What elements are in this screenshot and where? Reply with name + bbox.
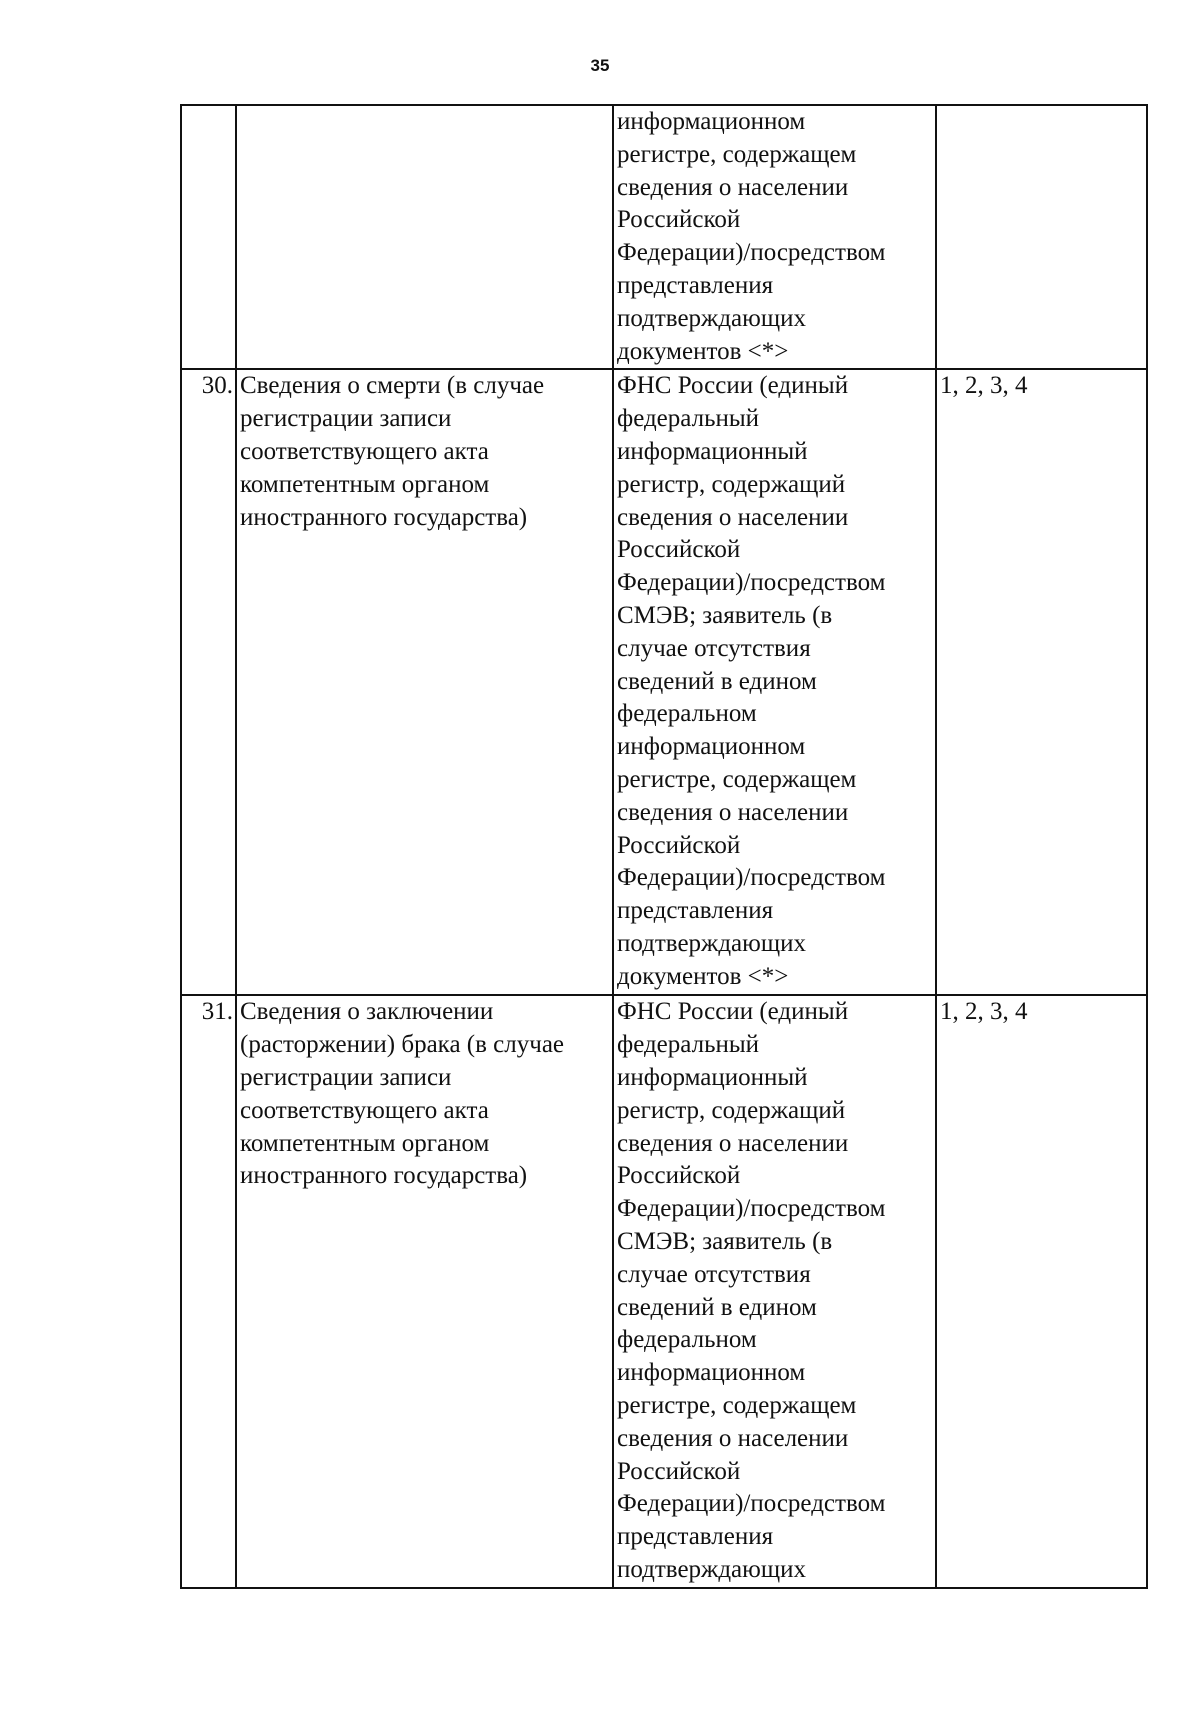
row-number: 30. bbox=[181, 369, 236, 995]
information-cell: Сведения о смерти (в случае регистрации записи соответствующего акта компетентным органом иностранного государства) bbox=[236, 369, 613, 995]
source-cell: ФНС России (единый федеральный информационный регистр, содержащий сведения о населении Российской Федерации)/посредством СМЭВ; заявитель (в случае отсутствия сведений в едином федеральном информационном регистре, содержащем сведения о населении Российской Федерации)/посредством представления подтверждающих bbox=[613, 995, 936, 1587]
source-cell: ФНС России (единый федеральный информационный регистр, содержащий сведения о населении Российской Федерации)/посредством СМЭВ; заявитель (в случае отсутствия сведений в едином федеральном информационном регистре, содержащем сведения о населении Российской Федерации)/посредством представления подтверждающих документов <*> bbox=[613, 369, 936, 995]
row-number bbox=[181, 105, 236, 369]
source-cell: информационном регистре, содержащем сведения о населении Российской Федерации)/посредством представления подтверждающих документов <*> bbox=[613, 105, 936, 369]
information-cell: Сведения о заключении (расторжении) брака (в случае регистрации записи соответствующего акта компетентным органом иностранного государства) bbox=[236, 995, 613, 1587]
cases-cell: 1, 2, 3, 4 bbox=[936, 369, 1147, 995]
cases-cell: 1, 2, 3, 4 bbox=[936, 995, 1147, 1587]
cases-cell bbox=[936, 105, 1147, 369]
information-cell bbox=[236, 105, 613, 369]
table-row-31 bbox=[181, 995, 1147, 1587]
page-number: 35 bbox=[590, 56, 610, 75]
table-row-continued bbox=[181, 105, 1147, 369]
document-table bbox=[180, 104, 1148, 1589]
table-row-30 bbox=[181, 369, 1147, 995]
row-number: 31. bbox=[181, 995, 236, 1587]
